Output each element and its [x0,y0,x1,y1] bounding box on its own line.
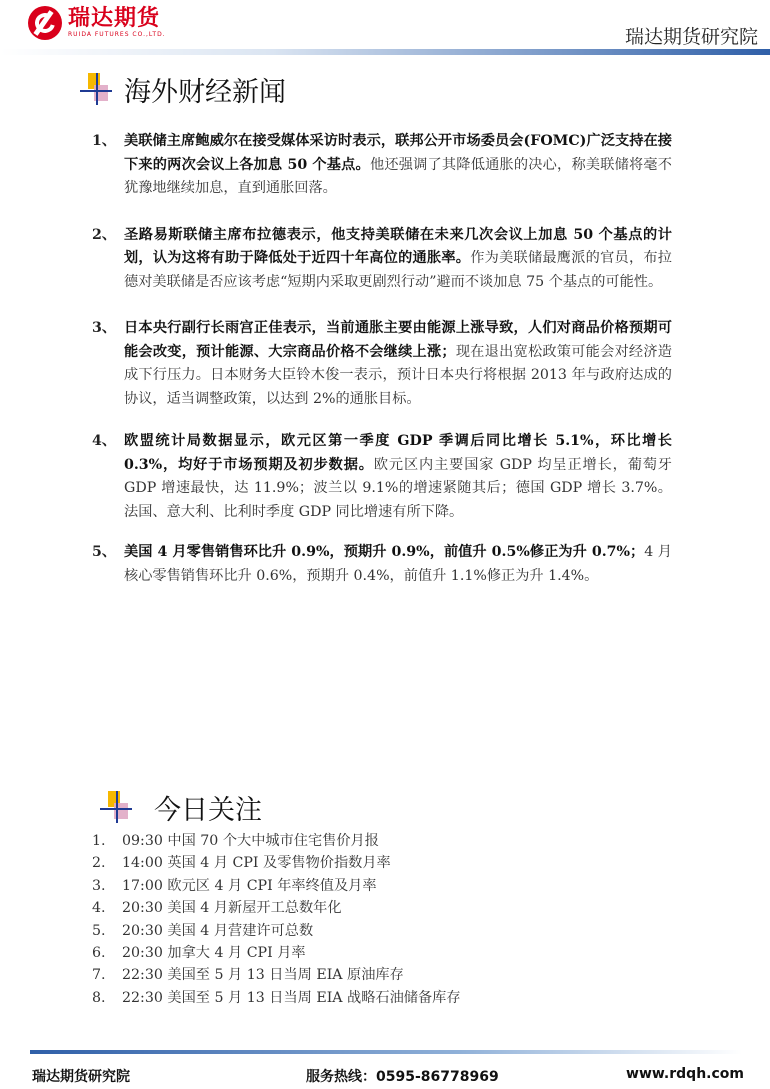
news-item [92,224,672,295]
news-detail: 作为美联储最鹰派的官员，布拉德对美联储是否应该考虑“短期内采取更剧烈行动”避而不谈加息 75 个基点的可能性。 [124,250,672,290]
list-number: 3. [92,877,106,894]
news-item [92,317,672,411]
news-number: 1、 [92,133,117,149]
list-number: 8. [92,989,106,1006]
list-item [92,875,692,897]
event-text: 20:30 美国 4 月营建许可总数 [122,922,314,939]
ruida-logo-icon [28,6,62,40]
page-header [0,0,770,58]
list-number: 5. [92,922,106,939]
news-headline: 日本央行副行长雨宫正佳表示，当前通胀主要由能源上涨导致，人们对商品价格预期可能会改变，预计能源、大宗商品价格不会继续上涨； [124,320,672,360]
news-detail: 现在退出宽松政策可能会对经济造成下行压力。日本财务大臣铃木俊一表示，预计日本央行将根据 2013 年与政府达成的协议，适当调整政策，以达到 2%的通胀目标。 [124,343,672,407]
news-item [92,430,672,524]
logo-name-cn: 瑞达期货 [68,6,161,31]
list-number: 2. [92,855,106,872]
list-item [92,987,692,1009]
news-item [92,541,672,588]
news-number: 4、 [92,433,117,449]
news-headline: 美联储主席鲍威尔在接受媒体采访时表示，联邦公开市场委员会(FOMC)广泛支持在接下来的两次会议上各加息 50 个基点。 [124,133,672,173]
news-headline: 欧盟统计局数据显示，欧元区第一季度 GDP 季调后同比增长 5.1%，环比增长 0.3%，均好于市场预期及初步数据。 [124,433,672,473]
list-number: 4. [92,900,106,917]
news-number: 5、 [92,544,117,560]
event-text: 09:30 中国 70 个大中城市住宅售价月报 [122,833,379,849]
today-list [92,830,692,1009]
list-item [92,852,692,874]
news-number: 3、 [92,320,117,336]
news-detail: 他还强调了其降低通胀的决心，称美联储将毫不犹豫地继续加息，直到通胀回落。 [124,156,672,196]
today-section-heading [100,788,262,827]
company-logo [28,6,166,40]
list-number: 6. [92,945,106,962]
footer-divider [30,1050,742,1054]
list-number: 1. [92,833,106,849]
news-headline: 圣路易斯联储主席布拉德表示，他支持美联储在未来几次会议上加息 50 个基点的计划，认为这将有助于降低处于近四十年高位的通胀率。 [124,226,672,266]
list-item [92,964,692,986]
event-text: 20:30 加拿大 4 月 CPI 月率 [122,945,306,962]
event-text: 14:00 英国 4 月 CPI 及零售物价指数月率 [122,855,391,872]
event-text: 17:00 欧元区 4 月 CPI 年率终值及月率 [122,877,377,894]
news-detail: 4 月核心零售销售环比升 0.6%，预期升 0.4%，前值升 1.1%修正为升 1.4%。 [124,544,672,584]
section-bullet-icon [80,73,114,107]
event-text: 22:30 美国至 5 月 13 日当周 EIA 原油库存 [122,967,404,984]
list-item [92,830,692,852]
footer-company: 瑞达期货研究院 [32,1069,130,1085]
event-text: 20:30 美国 4 月新屋开工总数年化 [122,900,342,917]
section-bullet-icon [100,791,134,825]
header-title: 瑞达期货研究院 [624,26,758,48]
list-item [92,920,692,942]
news-list [92,130,672,607]
logo-name-en: RUIDA FUTURES CO.,LTD. [68,31,166,38]
event-text: 22:30 美国至 5 月 13 日当周 EIA 战略石油储备库存 [122,989,461,1006]
today-section-title: 今日关注 [154,795,262,826]
footer-website-link[interactable]: www.rdqh.com [626,1066,744,1082]
list-item [92,897,692,919]
list-item [92,942,692,964]
news-number: 2、 [92,226,117,243]
news-section-heading [80,70,286,109]
header-divider [0,49,770,55]
news-headline: 美国 4 月零售销售环比升 0.9%，预期升 0.9%，前值升 0.5%修正为升 0.7%； [124,544,645,560]
list-number: 7. [92,967,106,984]
news-item [92,130,672,201]
footer-hotline: 服务热线：0595-86778969 [306,1069,499,1085]
news-detail: 欧元区内主要国家 GDP 均呈正增长，葡萄牙 GDP 增速最快，达 11.9%；波兰以 9.1%的增速紧随其后；德国 GDP 增长 3.7%。法国、意大利、比利时季度 GDP 同比增速有所下降。 [124,456,672,520]
news-section-title: 海外财经新闻 [124,77,286,108]
